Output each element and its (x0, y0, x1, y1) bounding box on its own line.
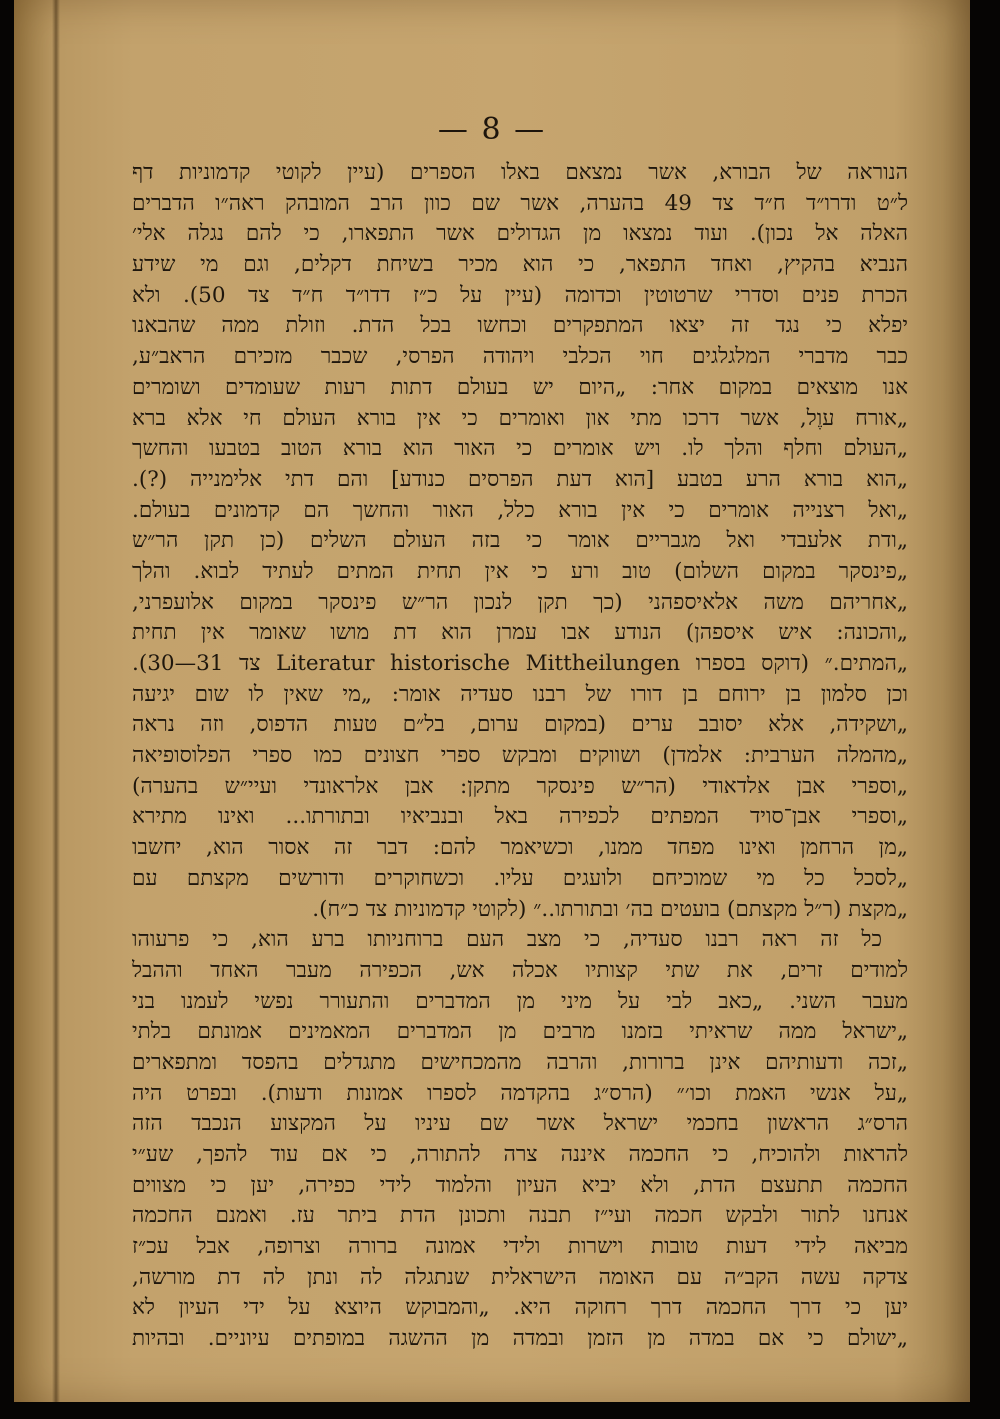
text-line: „ישולם כי אם במדה מן הזמן ובמדה מן ההשגה במופתים עיוניים. ובהיות (132, 1326, 908, 1352)
text-line: הנביא בהקיץ, ואחד התפאר, כי הוא מכיר בשיחת דקלים, וגם מי שידע (132, 252, 908, 278)
text-line: למודים זרים, את שתי קצותיו אכלה אש, הכפירה מעבר האחד וההבל (132, 957, 908, 983)
text-line: יען כי דרך החכמה דרך רחוקה היא. „והמבוקש היוצא על ידי העיון לא (132, 1295, 908, 1321)
text-line: ל״ט ודרו״ד ח״ד צד 49 בהערה, אשר שם כוון הרב המובהק ראה״ו הדברים (132, 190, 908, 216)
text-line: החכמה תתעצם הדת, ולא יביא העיון והלמוד לידי כפירה, יען כי מצווים (132, 1172, 908, 1198)
text-line: „והכונה: איש איספהן) הנודע אבו עמרן הוא דת מושו שאומר אין תחית (132, 620, 908, 646)
page-fold (52, 0, 60, 1402)
text-line: „המתים.״ (דוקס בספרו Literatur historische Mittheilungen צד 31—30). (132, 651, 908, 676)
text-line: הרס״ג הראשון בחכמי ישראל אשר שם עיניו על המקצוע הנכבד הזה (132, 1111, 908, 1137)
text-line: כבר מדברי המלגלגים חוי הכלבי ויהודה הפרסי, שכבר מזכירם הראב״ע, (132, 344, 908, 370)
text-line: „וספרי אבן אלדאודי (הר״ש פינסקר מתקן: אבן אלראונדי ועיי״ש בהערה) (132, 773, 908, 799)
text-line: „הוא בורא הרע בטבע [הוא דעת הפרסים כנודע] והם דתי אלימנייה (?). (132, 466, 908, 492)
book-page (14, 0, 970, 1402)
text-line: „מן הרחמן ואינו מפחד ממנו, וכשיאמר להם: דבר זה אסור הוא, יחשבו (132, 835, 908, 861)
text-line: מביאה לידי דעות טובות וישרות ולידי אמונה ברורה וצרופה, אבל עכ״ז (132, 1234, 908, 1260)
text-line: „על אנשי האמת וכו׳״ (הרס״ג בהקדמה לספרו אמונות ודעות). ובפרט היה (132, 1080, 908, 1106)
text-line: אנו מוצאים במקום אחר: „היום יש בעולם דתות רעות שעומדים ושומרים (132, 374, 908, 400)
paragraph-start-line: כל זה ראה רבנו סעדיה, כי מצב העם ברוחניותו ברע הוא, כי פרעוהו (132, 927, 882, 953)
text-line: „ישראל ממה שראיתי בזמנו מרבים מן המדברים המאמינים אמונתם בלתי (132, 1019, 908, 1045)
text-line: הכרת פנים וסדרי שרטוטין וכדומה (עיין על כ״ז דדו״ד ח״ד צד 50). ולא (132, 282, 908, 308)
text-line: „מהמלה הערבית: אלמדן) ושווקים ומבקש ספרי חצונים כמו ספרי הפלוסופיאה (132, 743, 908, 769)
text-line: האלה אל נכון). ועוד נמצאו מן הגדולים אשר התפארו, כי להם נגלה אלי׳ (132, 221, 908, 247)
text-block (132, 158, 908, 1355)
text-line: „פינסקר במקום השלום) טוב ורע כי אין תחית המתים לעתיד לבוא. והלך (132, 558, 908, 584)
text-line: „זכה ודעותיהם אינן ברורות, והרבה מהמכחישים מתגדלים בהפסד ומתפארים (132, 1049, 908, 1075)
text-line: „אורח עוֶל, אשר דרכו מתי און ואומרים כי אין בורא העולם חי אלא ברא (132, 405, 908, 431)
text-line: „לסכל כל מי שמוכיחם ולועגים עליו. וכשחוקרים ודורשים מקצתם עם (132, 865, 908, 891)
text-line: יפלא כי נגד זה יצאו המתפקרים וכחשו בכל הדת. וזולת ממה שהבאנו (132, 313, 908, 339)
text-line: „ואל רצנייה אומרים כי אין בורא כלל, האור והחשך הם קדמונים בעולם. (132, 497, 908, 523)
page-number: — 8 — (437, 112, 547, 147)
text-line: „מקצת (ר״ל מקצתם) בועטים בה׳ ובתורתו..״ (לקוטי קדמוניות צד כ״ח). (312, 896, 908, 922)
text-line: „ושקידה, אלא יסובב ערים (במקום ערום, בל״ם טעות הדפוס, וזה נראה (132, 712, 908, 738)
text-line: „אחריהם משה אלאיספהני (כך תקן לנכון הר״ש פינסקר במקום אלועפרני, (132, 589, 908, 615)
text-line: הנוראה של הבורא, אשר נמצאם באלו הספרים (עיין לקוטי קדמוניות דף (132, 160, 908, 185)
text-line: מעבר השני. „כאב לבי על מיני מן המדברים והתעורר נפשי לעמנו בני (132, 988, 908, 1014)
text-line: „ודת אלעבדי ואל מגבריים אומר כי בזה העולם השלים (כן תקן הר״ש (132, 528, 908, 554)
text-line: אנחנו לתור ולבקש חכמה ועי״ז תבנה ותכונן הדת ביתר עז. ואמנם החכמה (132, 1203, 908, 1229)
text-line: צדקה עשה הקב״ה עם האומה הישראלית שנתגלה לה ונתן לה דת מורשה, (132, 1264, 908, 1290)
text-line: „העולם וחלף והלך לו. ויש אומרים כי האור הוא בורא הטוב בטבעו והחשך (132, 436, 908, 462)
text-line: וכן סלמון בן ירוחם בן דורו של רבנו סעדיה אומר: „מי שאין לו שום יגיעה (132, 681, 908, 707)
text-line: „וספרי אבן־סויד המפתים לכפירה באל ובנביאיו ובתורתו... ואינו מתירא (132, 804, 908, 830)
text-line: להראות ולהוכיח, כי החכמה איננה צרה להתורה, כי אם עוד להפך, שע״י (132, 1142, 908, 1167)
